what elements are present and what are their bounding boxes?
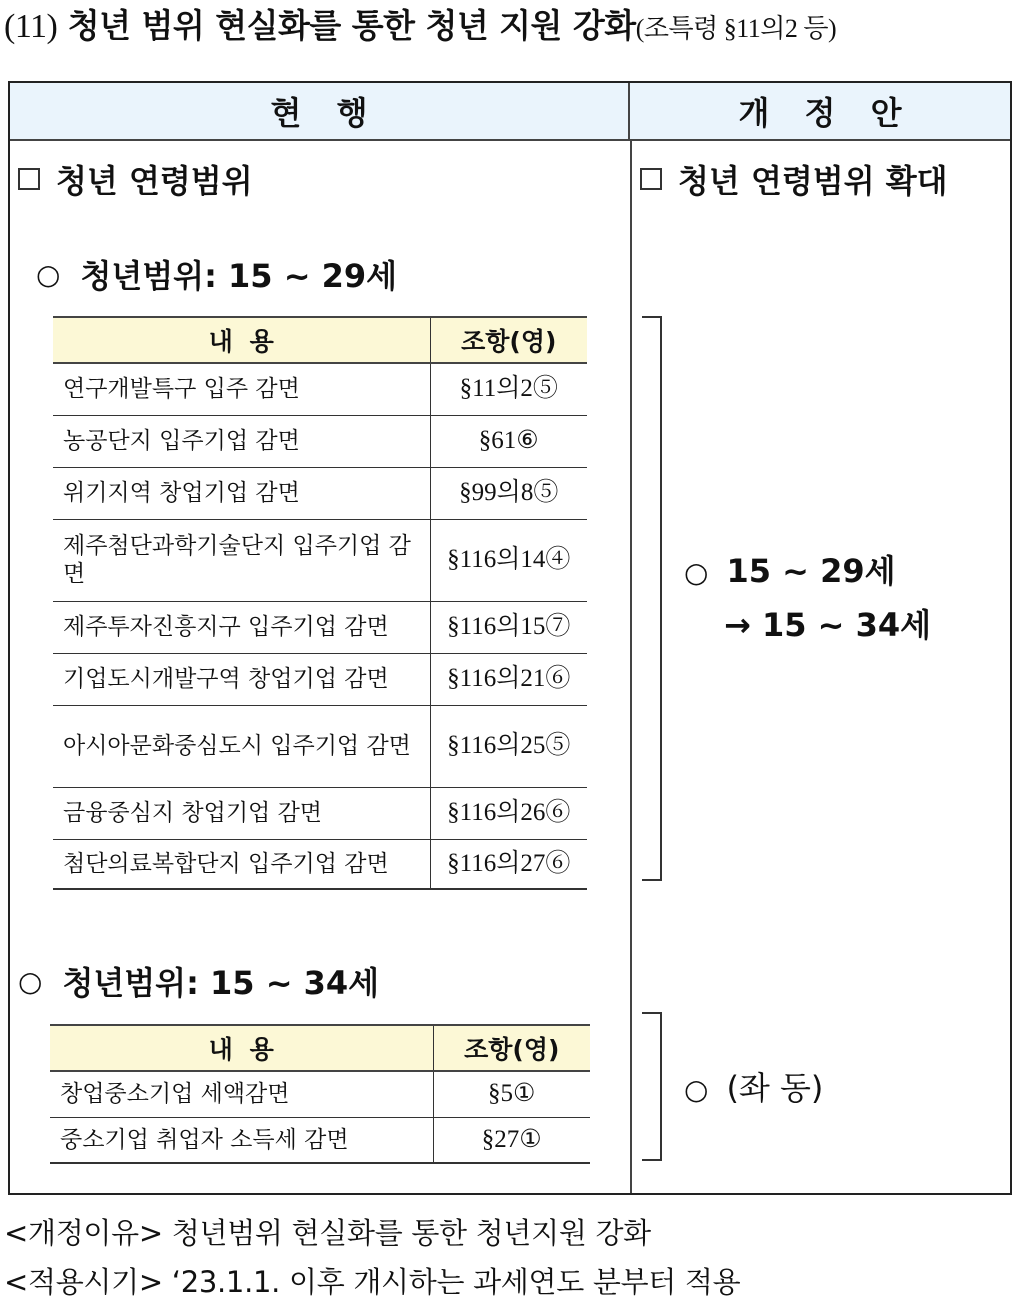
table-row <box>53 601 587 653</box>
current-section-heading <box>18 159 253 199</box>
table-row <box>53 787 587 839</box>
current-section-title: 청년 연령범위 <box>56 162 253 200</box>
row-content: 첨단의료복합단지 입주기업 감면 <box>53 839 430 889</box>
table-row <box>53 653 587 705</box>
column-header-article: 조항(영) <box>433 1025 590 1071</box>
row-content: 제주투자진흥지구 입주기업 감면 <box>53 601 430 653</box>
table-row <box>53 519 587 601</box>
proposal-section-heading <box>640 159 948 199</box>
table-row <box>53 467 587 519</box>
title-main: 청년 범위 현실화를 통한 청년 지원 강화 <box>67 6 636 45</box>
reason-label: <개정이유> <box>4 1216 163 1250</box>
circle-bullet-icon: ○ <box>684 1073 709 1106</box>
row-content: 농공단지 입주기업 감면 <box>53 415 430 467</box>
column-header-article: 조항(영) <box>430 317 587 363</box>
row-content: 중소기업 취업자 소득세 감면 <box>50 1117 433 1163</box>
current-group1-label: 청년범위: 15 ~ 29세 <box>80 257 398 295</box>
current-group2-label: 청년범위: 15 ~ 34세 <box>62 964 380 1002</box>
row-content: 금융중심지 창업기업 감면 <box>53 787 430 839</box>
table-row <box>53 415 587 467</box>
table-row <box>50 1071 590 1117</box>
row-article: §116의25⑤ <box>430 705 587 787</box>
circle-bullet-icon: ○ <box>684 556 709 589</box>
row-content: 아시아문화중심도시 입주기업 감면 <box>53 705 430 787</box>
row-article: §99의8⑤ <box>430 467 587 519</box>
checkbox-icon <box>640 168 662 190</box>
proposal-section-title: 청년 연령범위 확대 <box>678 162 948 200</box>
table-row <box>50 1117 590 1163</box>
row-content: 위기지역 창업기업 감면 <box>53 467 430 519</box>
circle-bullet-icon: ○ <box>36 257 61 291</box>
column-divider <box>630 141 632 1193</box>
circle-bullet-icon: ○ <box>18 964 43 998</box>
title-number: (11) <box>4 8 58 45</box>
proposal-group1-line1: 15 ~ 29세 <box>726 552 896 590</box>
checkbox-icon <box>18 168 40 190</box>
table-row <box>53 363 587 415</box>
youth-29-table <box>53 316 587 890</box>
row-article: §11의2⑤ <box>430 363 587 415</box>
comparison-table <box>8 81 1012 1195</box>
table-row <box>53 839 587 889</box>
table-row <box>53 705 587 787</box>
row-content: 기업도시개발구역 창업기업 감면 <box>53 653 430 705</box>
row-article: §5① <box>433 1071 590 1117</box>
effective-label: <적용시기> <box>4 1265 163 1299</box>
table-header-row <box>50 1025 590 1071</box>
header-proposal: 개 정 안 <box>630 83 1010 141</box>
document-title <box>4 4 1009 48</box>
header-current: 현 행 <box>10 83 630 141</box>
title-reference: (조특령 §11의2 등) <box>635 14 837 43</box>
revision-reason <box>4 1213 651 1253</box>
row-content: 창업중소기업 세액감면 <box>50 1071 433 1117</box>
row-article: §116의21⑥ <box>430 653 587 705</box>
row-article: §116의14④ <box>430 519 587 601</box>
row-content: 제주첨단과학기술단지 입주기업 감면 <box>53 519 430 601</box>
current-group1-heading <box>36 252 397 296</box>
effective-text: ‘23.1.1. 이후 개시하는 과세연도 분부터 적용 <box>171 1265 741 1299</box>
bracket-group2 <box>642 1012 662 1161</box>
row-article: §61⑥ <box>430 415 587 467</box>
proposal-group1-line2: → 15 ~ 34세 <box>724 606 932 644</box>
bracket-group1 <box>642 316 662 881</box>
row-article: §116의26⑥ <box>430 787 587 839</box>
proposal-group2-text: (좌 동) <box>726 1069 824 1107</box>
current-group2-heading <box>18 959 379 1003</box>
youth-34-table <box>50 1024 590 1164</box>
row-article: §116의27⑥ <box>430 839 587 889</box>
reason-text: 청년범위 현실화를 통한 청년지원 강화 <box>171 1216 651 1250</box>
effective-date <box>4 1262 740 1302</box>
row-article: §116의15⑦ <box>430 601 587 653</box>
proposal-group2 <box>684 1062 823 1116</box>
column-header-content: 내 용 <box>50 1025 433 1071</box>
row-content: 연구개발특구 입주 감면 <box>53 363 430 415</box>
row-article: §27① <box>433 1117 590 1163</box>
column-header-content: 내 용 <box>53 317 430 363</box>
table-header-row <box>53 317 587 363</box>
proposal-group1 <box>684 545 931 651</box>
